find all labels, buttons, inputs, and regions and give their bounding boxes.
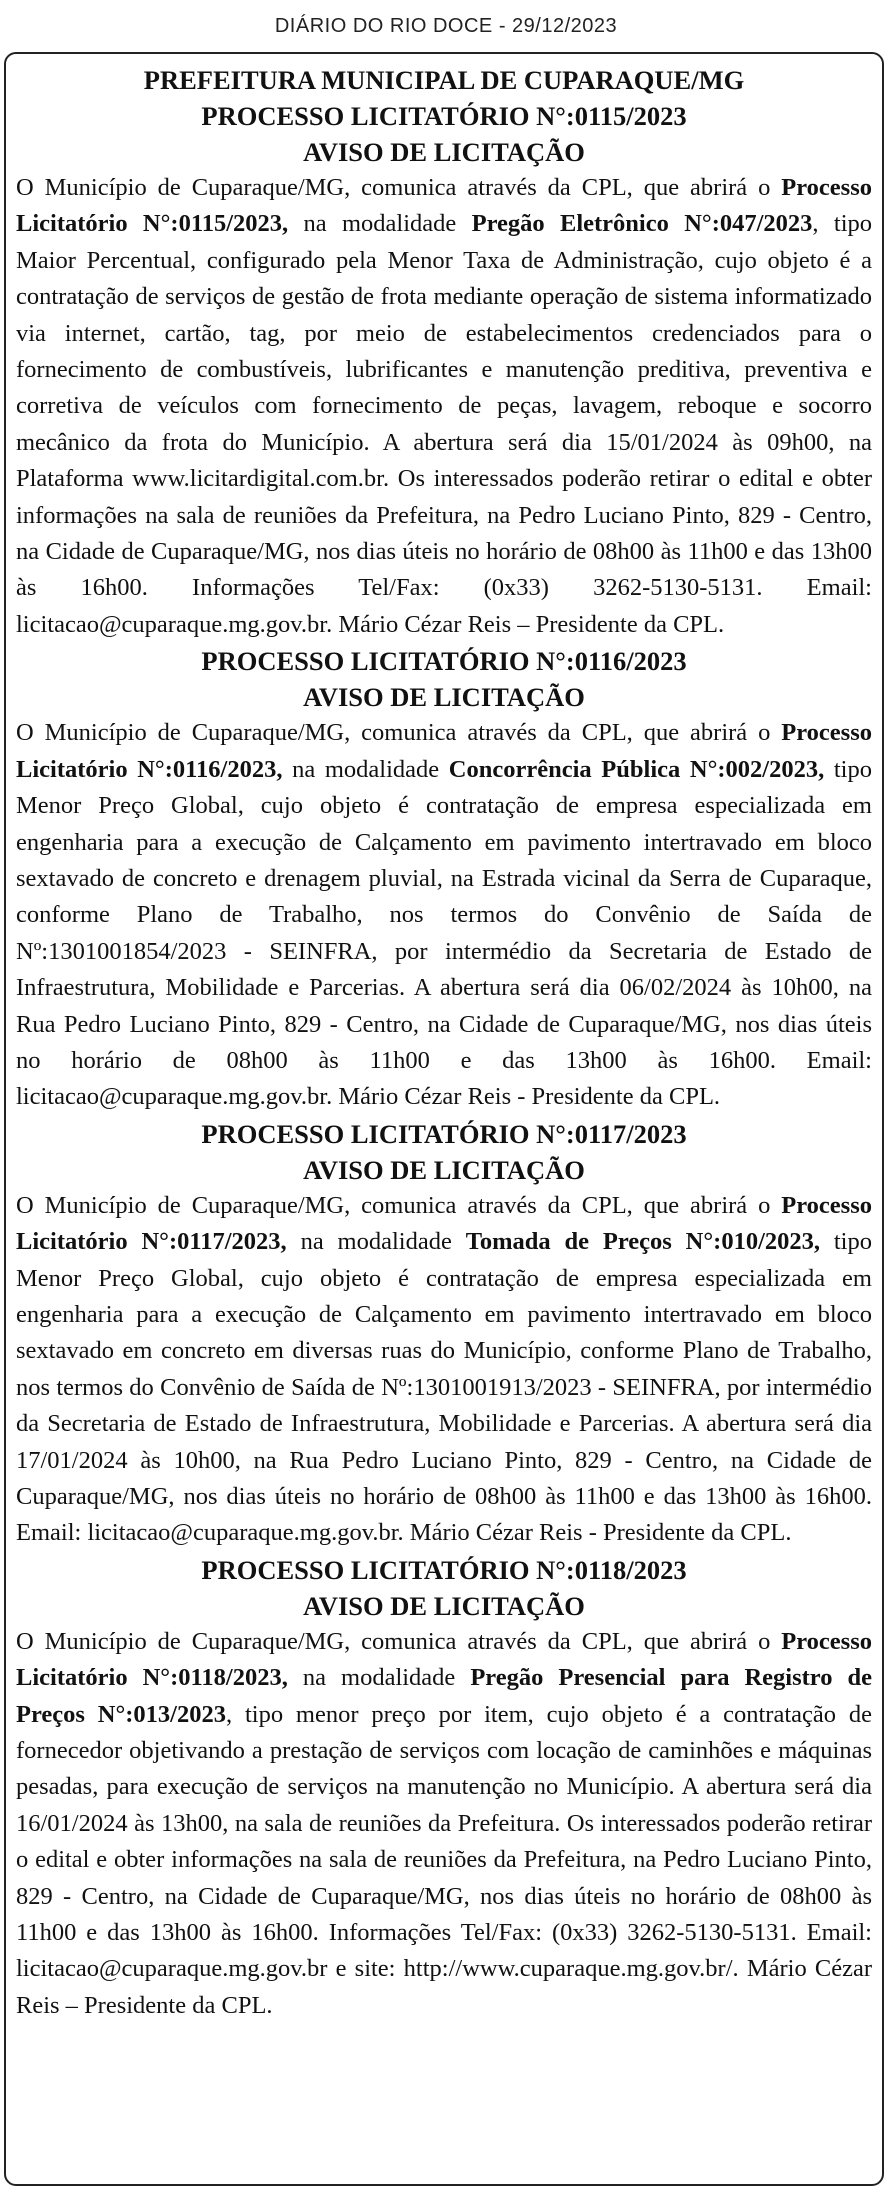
aviso-section-0118 (16, 1552, 872, 2024)
processo-title: PROCESSO LICITATÓRIO N°:0116/2023 (201, 646, 687, 677)
body-text: O Município de Cuparaque/MG, comunica através da CPL, que abrirá o (16, 719, 782, 747)
aviso-title: AVISO DE LICITAÇÃO (303, 1590, 585, 1621)
processo-number: Processo Licitatório N°:0116/2023, (16, 719, 872, 783)
processo-number: Processo Licitatório N°:0115/2023, (16, 174, 872, 238)
aviso-body (16, 1188, 872, 1552)
body-text: , tipo menor preço por item, cujo objeto é a contratação de fornecedor objetivando a prestação de serviços com locação de caminhões e máquinas pesadas, para execução de serviços na manutenção no Município. A abertura será dia 16/01/2024 às 13h00, na sala de reuniões da Prefeitura. Os interessados poderão retirar o edital e obter informações na sala de reuniões da Prefeitura, na Pedro Luciano Pinto, 829 - Centro, na Cidade de Cuparaque/MG, nos dias úteis no horário de 08h00 às 11h00 e das 13h00 às 16h00. Informações Tel/Fax: (0x33) 3262-5130-5131. Email: licitacao@cuparaque.mg.gov.br e site: http://www.cuparaque.mg.gov.br/. Mário Cézar Reis – Presidente da CPL. (16, 1700, 872, 2019)
body-text: tipo Menor Preço Global, cujo objeto é contratação de empresa especializada em engenharia para a execução de Calçamento em pavimento intertravado em bloco sextavado em concreto em diversas ruas do Município, conforme Plano de Trabalho, nos termos do Convênio de Saída de Nº:1301001913/2023 - SEINFRA, por intermédio da Secretaria de Estado de Infraestrutura, Mobilidade e Parcerias. A abertura será dia 17/01/2024 às 10h00, na Rua Pedro Luciano Pinto, 829 - Centro, na Cidade de Cuparaque/MG, nos dias úteis no horário de 08h00 às 11h00 e das 13h00 às 16h00. Email: licitacao@cuparaque.mg.gov.br. Mário Cézar Reis - Presidente da CPL. (16, 1228, 872, 1547)
body-text: na modalidade (286, 1228, 466, 1256)
body-text: , tipo Maior Percentual, configurado pela Menor Taxa de Administração, cujo objeto é a contratação de serviços de gestão de frota mediante operação de sistema informatizado via internet, cartão, tag, por meio de estabelecimentos credenciados para o fornecimento de combustíveis, lubrificantes e manutenção preditiva, preventiva e corretiva de veículos com fornecimento de peças, lavagem, reboque e socorro mecânico da frota do Município. A abertura será dia 15/01/2024 às 09h00, na Plataforma www.licitardigital.com.br. Os interessados poderão retirar o edital e obter informações na sala de reuniões da Prefeitura, na Pedro Luciano Pinto, 829 - Centro, na Cidade de Cuparaque/MG, nos dias úteis no horário de 08h00 às 11h00 e das 13h00 às 16h00. Informações Tel/Fax: (0x33) 3262-5130-5131. Email: licitacao@cuparaque.mg.gov.br. Mário Cézar Reis – Presidente da CPL. (16, 210, 873, 638)
body-text: tipo Menor Preço Global, cujo objeto é contratação de empresa especializada em engenharia para a execução de Calçamento em pavimento intertravado em bloco sextavado de concreto e drenagem pluvial, na Estrada vicinal da Serra de Cuparaque, conforme Plano de Trabalho, nos termos do Convênio de Saída de Nº:1301001854/2023 - SEINFRA, por intermédio da Secretaria de Estado de Infraestrutura, Mobilidade e Parcerias. A abertura será dia 06/02/2024 às 10h00, na Rua Pedro Luciano Pinto, 829 - Centro, na Cidade de Cuparaque/MG, nos dias úteis no horário de 08h00 às 11h00 e das 13h00 às 16h00. Email: licitacao@cuparaque.mg.gov.br. Mário Cézar Reis - Presidente da CPL. (16, 755, 872, 1111)
body-text: na modalidade (288, 210, 472, 238)
processo-number: Processo Licitatório N°:0118/2023, (16, 1627, 872, 1692)
aviso-body (16, 1624, 872, 2024)
aviso-section-0117 (16, 1116, 872, 1552)
aviso-body (16, 715, 872, 1115)
processo-title: PROCESSO LICITATÓRIO N°:0118/2023 (201, 1554, 687, 1585)
body-text: O Município de Cuparaque/MG, comunica através da CPL, que abrirá o (16, 1627, 782, 1655)
modalidade: Concorrência Pública N°:002/2023, (448, 755, 825, 783)
newspaper-header: DIÁRIO DO RIO DOCE - 29/12/2023 (274, 15, 618, 37)
processo-number: Processo Licitatório N°:0117/2023, (16, 1191, 872, 1256)
prefeitura-title: PREFEITURA MUNICIPAL DE CUPARAQUE/MG (143, 65, 745, 95)
processo-title: PROCESSO LICITATÓRIO N°:0117/2023 (201, 1118, 687, 1149)
aviso-title: AVISO DE LICITAÇÃO (303, 682, 585, 713)
aviso-section-0116 (16, 643, 872, 1115)
body-text: O Município de Cuparaque/MG, comunica através da CPL, que abrirá o (16, 174, 782, 201)
aviso-section-0115 (16, 98, 872, 643)
body-text: na modalidade (287, 1664, 471, 1692)
aviso-title: AVISO DE LICITAÇÃO (303, 1154, 585, 1185)
notice-frame (4, 52, 884, 2186)
modalidade: Pregão Eletrônico N°:047/2023 (471, 210, 813, 238)
aviso-title: AVISO DE LICITAÇÃO (303, 137, 585, 167)
body-text: na modalidade (282, 755, 449, 783)
modalidade: Pregão Presencial para Registro de Preços N°:013/2023 (16, 1664, 873, 1728)
aviso-body (16, 170, 872, 643)
modalidade: Tomada de Preços N°:010/2023, (465, 1228, 820, 1256)
body-text: O Município de Cuparaque/MG, comunica através da CPL, que abrirá o (16, 1191, 782, 1219)
processo-title: PROCESSO LICITATÓRIO N°:0115/2023 (201, 101, 687, 131)
